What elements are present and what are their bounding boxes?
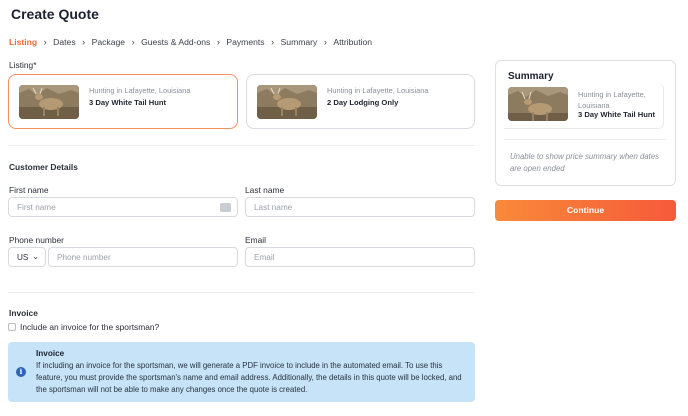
first-name-input[interactable] bbox=[8, 197, 238, 217]
include-invoice-label[interactable]: Include an invoice for the sportsman? bbox=[20, 322, 160, 332]
chevron-right-icon: › bbox=[271, 37, 275, 47]
chevron-down-icon: ⌄ bbox=[32, 252, 39, 261]
phone-number-label: Phone number bbox=[9, 235, 64, 245]
phone-number-placeholder: Phone number bbox=[57, 253, 111, 262]
step-dates[interactable]: Dates bbox=[53, 37, 76, 47]
listing-card-subtitle: Hunting in Lafayette, Louisiana bbox=[327, 86, 429, 95]
listing-card-title: 2 Day Lodging Only bbox=[327, 98, 399, 107]
listing-thumbnail-deer bbox=[19, 85, 79, 119]
autofill-icon[interactable] bbox=[220, 203, 231, 212]
page-title: Create Quote bbox=[11, 6, 99, 22]
listing-card-title: 3 Day White Tail Hunt bbox=[89, 98, 167, 107]
step-attribution[interactable]: Attribution bbox=[333, 37, 373, 47]
listing-label: Listing* bbox=[9, 60, 37, 70]
country-code-select[interactable] bbox=[8, 247, 46, 267]
email-input[interactable] bbox=[245, 247, 475, 267]
listing-thumbnail-deer bbox=[508, 87, 568, 121]
step-payments[interactable]: Payments bbox=[226, 37, 265, 47]
chevron-right-icon: › bbox=[216, 37, 220, 47]
divider bbox=[8, 292, 475, 293]
info-title: Invoice bbox=[36, 349, 65, 358]
stepper-nav bbox=[9, 37, 372, 47]
chevron-right-icon: › bbox=[43, 37, 47, 47]
step-guests-addons[interactable]: Guests & Add-ons bbox=[141, 37, 211, 47]
summary-price-note: Unable to show price summary when dates are open ended bbox=[510, 152, 660, 173]
invoice-info-banner bbox=[8, 342, 475, 402]
info-body: If including an invoice for the sportsman, we will generate a PDF invoice to include in the automated email. To use this feature, you must provide the sportsman's name and email address. Additionally, the details in this quote will be locked, and the sportsman will not be able to make any changes once the quote is created. bbox=[36, 361, 462, 394]
last-name-input[interactable] bbox=[245, 197, 475, 217]
customer-details-heading: Customer Details bbox=[9, 162, 78, 172]
summary-listing-title: 3 Day White Tail Hunt bbox=[578, 110, 656, 119]
summary-panel bbox=[495, 60, 676, 186]
divider bbox=[8, 145, 475, 146]
invoice-heading: Invoice bbox=[9, 308, 38, 318]
email-placeholder: Email bbox=[254, 253, 275, 262]
first-name-label: First name bbox=[9, 185, 49, 195]
listing-thumbnail-deer bbox=[257, 85, 317, 119]
summary-listing-subtitle: Hunting in Lafayette, Louisiana bbox=[578, 90, 646, 110]
info-icon: i bbox=[16, 367, 26, 377]
divider bbox=[504, 139, 667, 140]
listing-card-subtitle: Hunting in Lafayette, Louisiana bbox=[89, 86, 191, 95]
last-name-placeholder: Last name bbox=[254, 203, 293, 212]
summary-title: Summary bbox=[508, 71, 554, 82]
phone-number-input[interactable] bbox=[48, 247, 238, 267]
summary-listing-card bbox=[504, 83, 664, 129]
chevron-right-icon: › bbox=[131, 37, 135, 47]
chevron-right-icon: › bbox=[82, 37, 86, 47]
country-code-value: US bbox=[17, 253, 29, 262]
listing-card-white-tail-hunt[interactable] bbox=[8, 74, 238, 129]
step-summary[interactable]: Summary bbox=[280, 37, 318, 47]
last-name-label: Last name bbox=[245, 185, 285, 195]
email-label: Email bbox=[245, 235, 266, 245]
step-package[interactable]: Package bbox=[91, 37, 126, 47]
chevron-right-icon: › bbox=[323, 37, 327, 47]
listing-card-lodging-only[interactable] bbox=[246, 74, 475, 129]
step-listing[interactable]: Listing bbox=[9, 37, 38, 47]
first-name-placeholder: First name bbox=[17, 203, 56, 212]
include-invoice-checkbox[interactable] bbox=[8, 323, 16, 331]
continue-button[interactable]: Continue bbox=[495, 200, 676, 221]
